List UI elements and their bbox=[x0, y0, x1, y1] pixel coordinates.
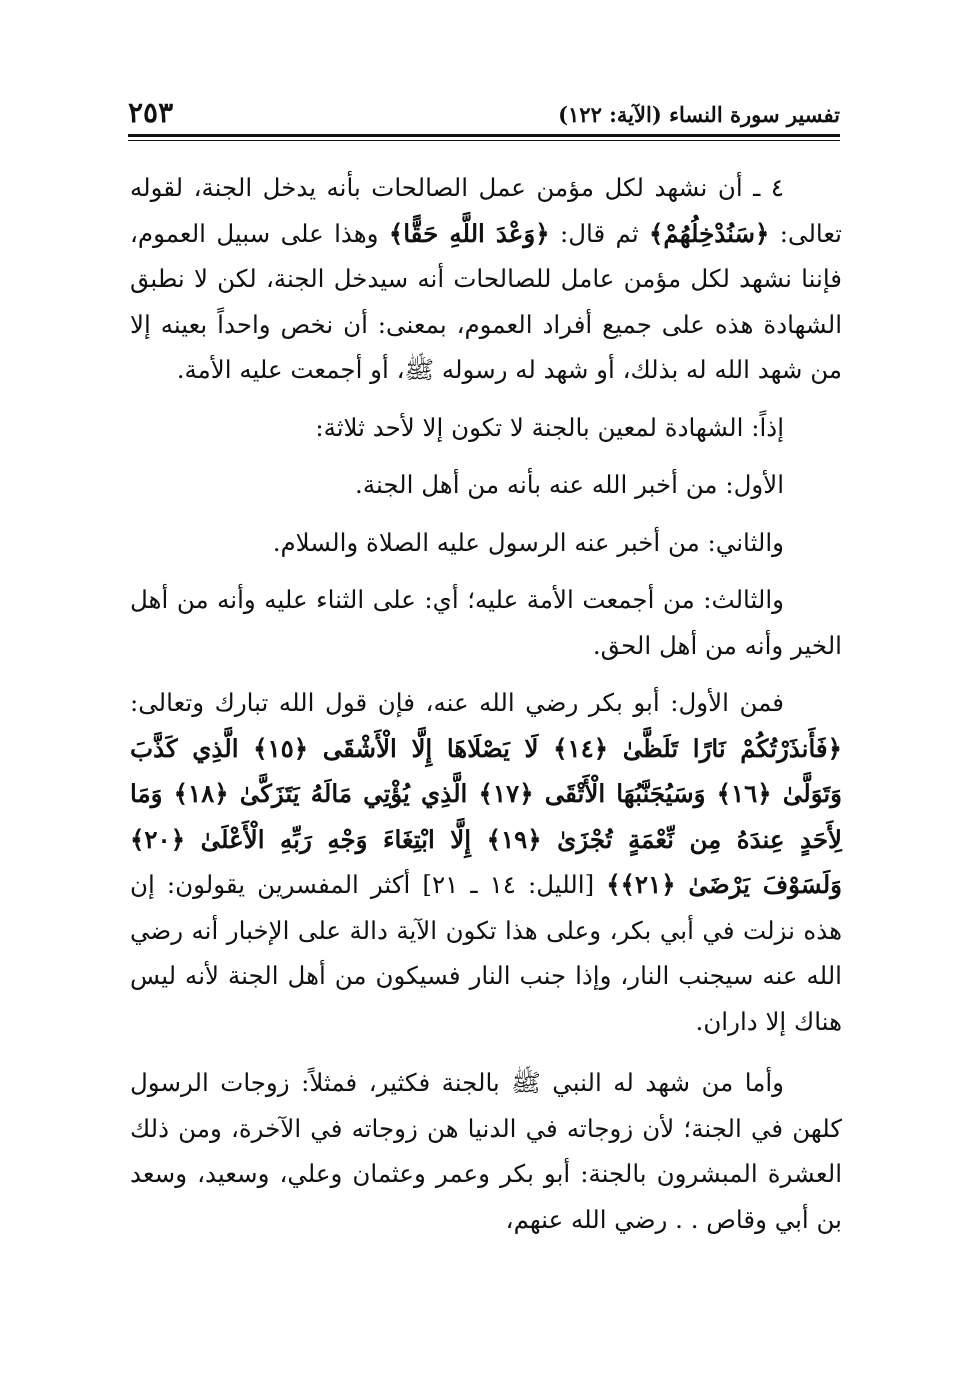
header-rule-thin bbox=[128, 140, 840, 141]
running-title: تفسير سورة النساء (الآية: ١٢٢) bbox=[558, 102, 840, 127]
page-header bbox=[128, 92, 840, 140]
paragraph-abu-bakr bbox=[130, 680, 842, 1044]
quran-verse: ﴿وَعْدَ اللَّهِ حَقًّا﴾ bbox=[388, 218, 550, 248]
text-segment: [الليل: ١٤ ـ ٢١] أكثر المفسرين يقولون: إن هذه نزلت في أبي بكر، وعلى هذا تكون الآية دالة على الإخبار أنه رضي الله عنه سيجنب النار، وإذا جنب النار فسيكون من أهل الجنة لأنه ليس هناك إلا داران. bbox=[130, 870, 842, 1036]
text-segment: والثالث: من أجمعت الأمة عليه؛ أي: على الثناء عليه وأنه من أهل الخير وأنه من أهل الحق. bbox=[130, 585, 842, 660]
paragraph-4-testimony bbox=[130, 165, 842, 393]
text-segment: فمن الأول: أبو بكر رضي الله عنه، فإن قول الله تبارك وتعالى: bbox=[130, 688, 784, 717]
text-segment: ثم قال: bbox=[549, 218, 650, 248]
quran-verse: ﴿سَنُدْخِلُهُمْ﴾ bbox=[649, 218, 770, 248]
text-segment: إذاً: الشهادة لمعين بالجنة لا تكون إلا لأحد ثلاثة: bbox=[315, 412, 784, 442]
paragraph-prophet-testimony bbox=[130, 1060, 842, 1242]
paragraph-second-case bbox=[130, 520, 842, 566]
text-segment: والثاني: من أخبر عنه الرسول عليه الصلاة والسلام. bbox=[272, 527, 784, 557]
paragraph-third-case bbox=[130, 577, 842, 668]
text-segment: ٤ ـ أن نشهد لكل مؤمن عمل الصالحات بأنه يدخل الجنة، لقوله تعالى: bbox=[130, 173, 843, 248]
text-segment: وهذا على سبيل العموم، فإننا نشهد لكل مؤمن عامل للصالحات أنه سيدخل الجنة، لكن لا نطبق الشهادة هذه على جميع أفراد العموم، بمعنى: أن نخص واحداً بعينه إلا من شهد الله له بذلك، أو شهد له رسوله ﷺ، أو أجمعت عليه الأمة. bbox=[130, 218, 842, 384]
text-segment: الأول: من أخبر الله عنه بأنه من أهل الجنة. bbox=[355, 470, 784, 499]
body-text bbox=[130, 165, 842, 1242]
paragraph-three-cases bbox=[130, 405, 842, 451]
text-segment: وأما من شهد له النبي ﷺ بالجنة فكثير، فمثلاً: زوجات الرسول كلهن في الجنة؛ لأن زوجاته في الدنيا هن زوجاته في الآخرة، ومن ذلك العشرة المبشرون بالجنة: أبو بكر وعمر وعثمان وعلي، وسعيد، وسعد بن أبي وقاص . . رضي الله عنهم، bbox=[130, 1068, 842, 1234]
paragraph-first-case bbox=[130, 462, 842, 508]
page-number: ٢٥٣ bbox=[128, 96, 174, 129]
header-rule-thick bbox=[128, 134, 840, 137]
quran-verse: ﴿فَأَنذَرْتُكُمْ نَارًا تَلَظَّىٰ ﴿١٤﴾ لَا يَصْلَاهَا إِلَّا الْأَشْقَى ﴿١٥﴾ الَّذِي كَذَّبَ وَتَوَلَّىٰ ﴿١٦﴾ وَسَيُجَنَّبُهَا الْأَتْقَى ﴿١٧﴾ الَّذِي يُؤْتِي مَالَهُ يَتَزَكَّىٰ ﴿١٨﴾ وَمَا لِأَحَدٍ عِندَهُ مِن نِّعْمَةٍ تُجْزَىٰ ﴿١٩﴾ إِلَّا ابْتِغَاءَ وَجْهِ رَبِّهِ الْأَعْلَىٰ ﴿٢٠﴾ وَلَسَوْفَ يَرْضَىٰ ﴿٢١﴾﴾ bbox=[130, 733, 842, 899]
